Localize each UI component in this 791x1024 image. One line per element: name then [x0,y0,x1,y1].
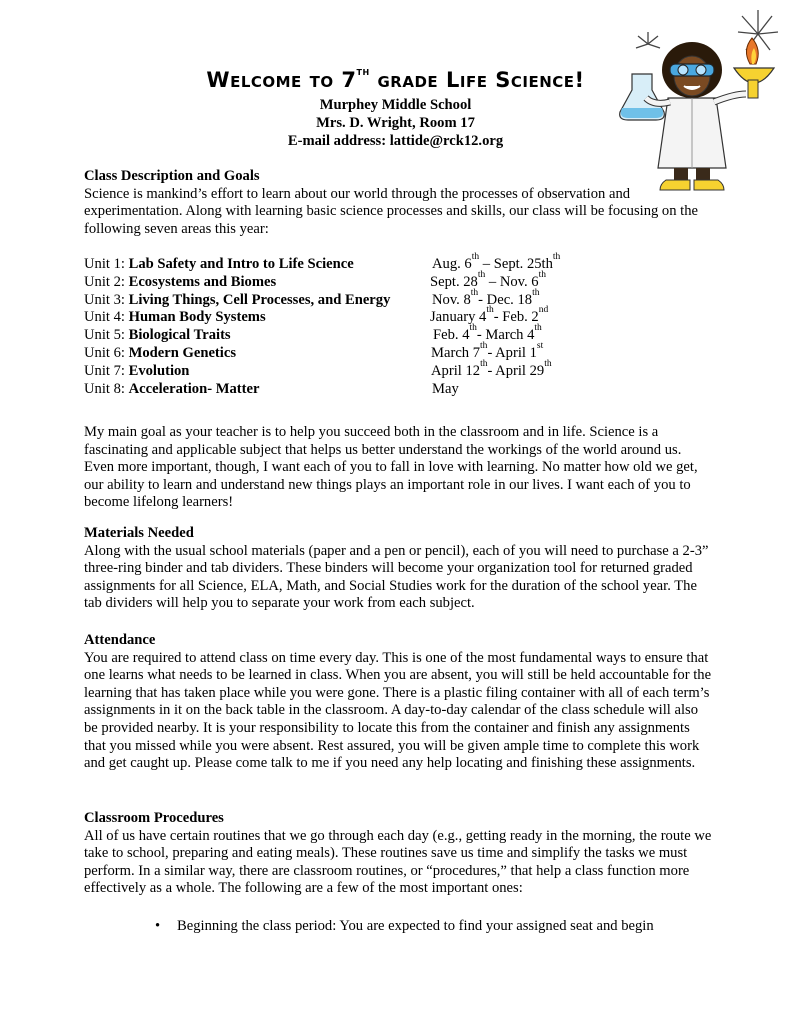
date-text: – Nov. 6 [485,273,539,290]
date-text: Sept. 28 [430,273,478,290]
date-text: - March 4 [476,327,535,344]
title-text: Welcome to 7 [206,68,357,92]
date-text: – Sept. 25th [479,256,553,272]
unit-row [84,305,604,327]
attendance-heading: Attendance [84,632,156,648]
date-ordinal: th [471,252,480,262]
materials-heading: Materials Needed [84,525,194,541]
goal-section [84,424,714,512]
date-text: April 12 [431,362,481,379]
date-ordinal: th [552,252,561,262]
materials-body: Along with the usual school materials (paper and a pen or pencil), each of you will need to purchase a 2-3” three-ring binder and tab dividers. These binders will become your organization tool for returned graded assignments for all Science, ELA, Math, and Social Studies work for the duration of the school year. The tab dividers will help you to separate your work from each subject. [84,542,709,612]
unit-number: Unit 6: [84,345,129,361]
date-ordinal: th [480,341,488,351]
unit-dates [433,323,542,345]
unit-title [84,309,266,327]
unit-title [84,327,231,345]
unit-row [84,269,604,292]
date-ordinal: th [480,358,488,369]
unit-number: Unit 1: [84,256,129,272]
unit-dates [432,381,459,399]
goal-body: My main goal as your teacher is to help you succeed both in the classroom and in life. Science is a fascinating and applicable subject that helps us better understand the workings of the world around us. Even more important, though, I want each of you to fall in love with learning. No matter how old we get, our ability to learn and understand new things plays an important role in our lives. I want each of you to become lifelong learners! [84,424,698,511]
unit-number: Unit 3: [84,291,129,308]
unit-dates [430,269,546,292]
date-text: January 4 [430,309,487,326]
procedure-bullet-item [155,918,715,936]
unit-name: Modern Genetics [128,345,236,361]
bullet-text: Beginning the class period: You are expected to find your assigned seat and begin [177,918,654,934]
unit-dates [430,305,549,327]
title-superscript: th [356,65,370,78]
unit-row [84,287,604,310]
description-heading: Class Description and Goals [84,168,260,184]
date-text: - April 1 [487,345,537,361]
teacher-room: Mrs. D. Wright, Room 17 [316,115,475,131]
unit-row [84,358,604,381]
unit-title [84,274,276,292]
unit-title [84,381,259,399]
unit-number: Unit 5: [84,327,129,344]
date-ordinal: th [486,305,494,316]
date-text: Feb. 4 [433,327,470,344]
unit-name: Acceleration- Matter [128,380,260,397]
date-text: March 7 [431,345,481,361]
date-ordinal: th [532,287,540,298]
date-text: - April 29 [487,362,545,379]
unit-name: Ecosystems and Biomes [128,273,277,290]
date-text: - Feb. 2 [493,309,539,326]
date-text: Nov. 8 [432,291,471,308]
date-ordinal: nd [538,305,549,316]
school-name: Murphey Middle School [319,97,472,113]
unit-row [84,323,604,345]
unit-name: Living Things, Cell Processes, and Energy [128,291,391,308]
date-ordinal: th [470,287,479,298]
bullet-symbol: • [155,918,161,934]
materials-section [84,525,714,613]
title-text-end: grade Life Science! [369,68,585,92]
date-ordinal: th [534,323,542,334]
procedures-body: All of us have certain routines that we go through each day (e.g., getting ready in the morning, the route we take to school, preparing and eating meals). These routines save us time and simplify the tasks we must perform. In a similar way, there are classroom routines, or “procedures,” that help a class function more effectively as a whole. The following are a few of the most important ones: [84,827,712,897]
date-text: Aug. 6 [432,256,472,272]
unit-dates [431,341,544,363]
unit-row [84,341,604,363]
procedures-heading: Classroom Procedures [84,810,224,826]
unit-name: Biological Traits [128,327,231,344]
attendance-body: You are required to attend class on time every day. This is one of the most fundamental ways to ensure that one learns what needs to be learned in class. When you are absent, you will still be held accountable for the learning that has taken place while you were gone. There is a plastic filing container with all of each term’s assignments in it on the back table in the classroom. A day-to-day calendar of the class schedule will also be provided nearby. It is your responsibility to locate this from the container and finish any assignments that you missed while you were absent. Rest assured, you will be given ample time to complete this work and get caught up. Please come talk to me if you need any help locating and finishing these assignments. [84,649,712,772]
unit-title [84,363,189,381]
page-title [0,66,791,94]
date-ordinal: th [469,323,477,334]
procedures-section [84,810,714,898]
date-ordinal: st [536,341,544,351]
unit-number: Unit 8: [84,380,129,397]
unit-row [84,381,604,399]
date-ordinal: th [538,269,546,280]
unit-name: Human Body Systems [128,309,266,326]
unit-number: Unit 7: [84,362,129,379]
date-ordinal: th [477,269,486,280]
unit-title [84,256,354,274]
description-body: Science is mankind’s effort to learn about our world through the processes of observation and experimentation. Along with learning basic science processes and skills, our class will be focusing on the following seven areas this year: [84,185,699,237]
unit-name: Evolution [128,362,190,379]
unit-number: Unit 2: [84,273,129,290]
unit-title [84,345,236,363]
date-text: - Dec. 18 [478,291,533,308]
unit-number: Unit 4: [84,309,129,326]
unit-name: Lab Safety and Intro to Life Science [128,256,354,272]
date-text: May [432,380,459,397]
description-section [84,168,714,238]
attendance-section [84,632,714,773]
email-address: E-mail address: lattide@rck12.org [287,133,504,149]
date-ordinal: th [544,358,552,369]
unit-dates [431,358,552,381]
unit-row [84,252,604,274]
unit-title [84,292,390,310]
